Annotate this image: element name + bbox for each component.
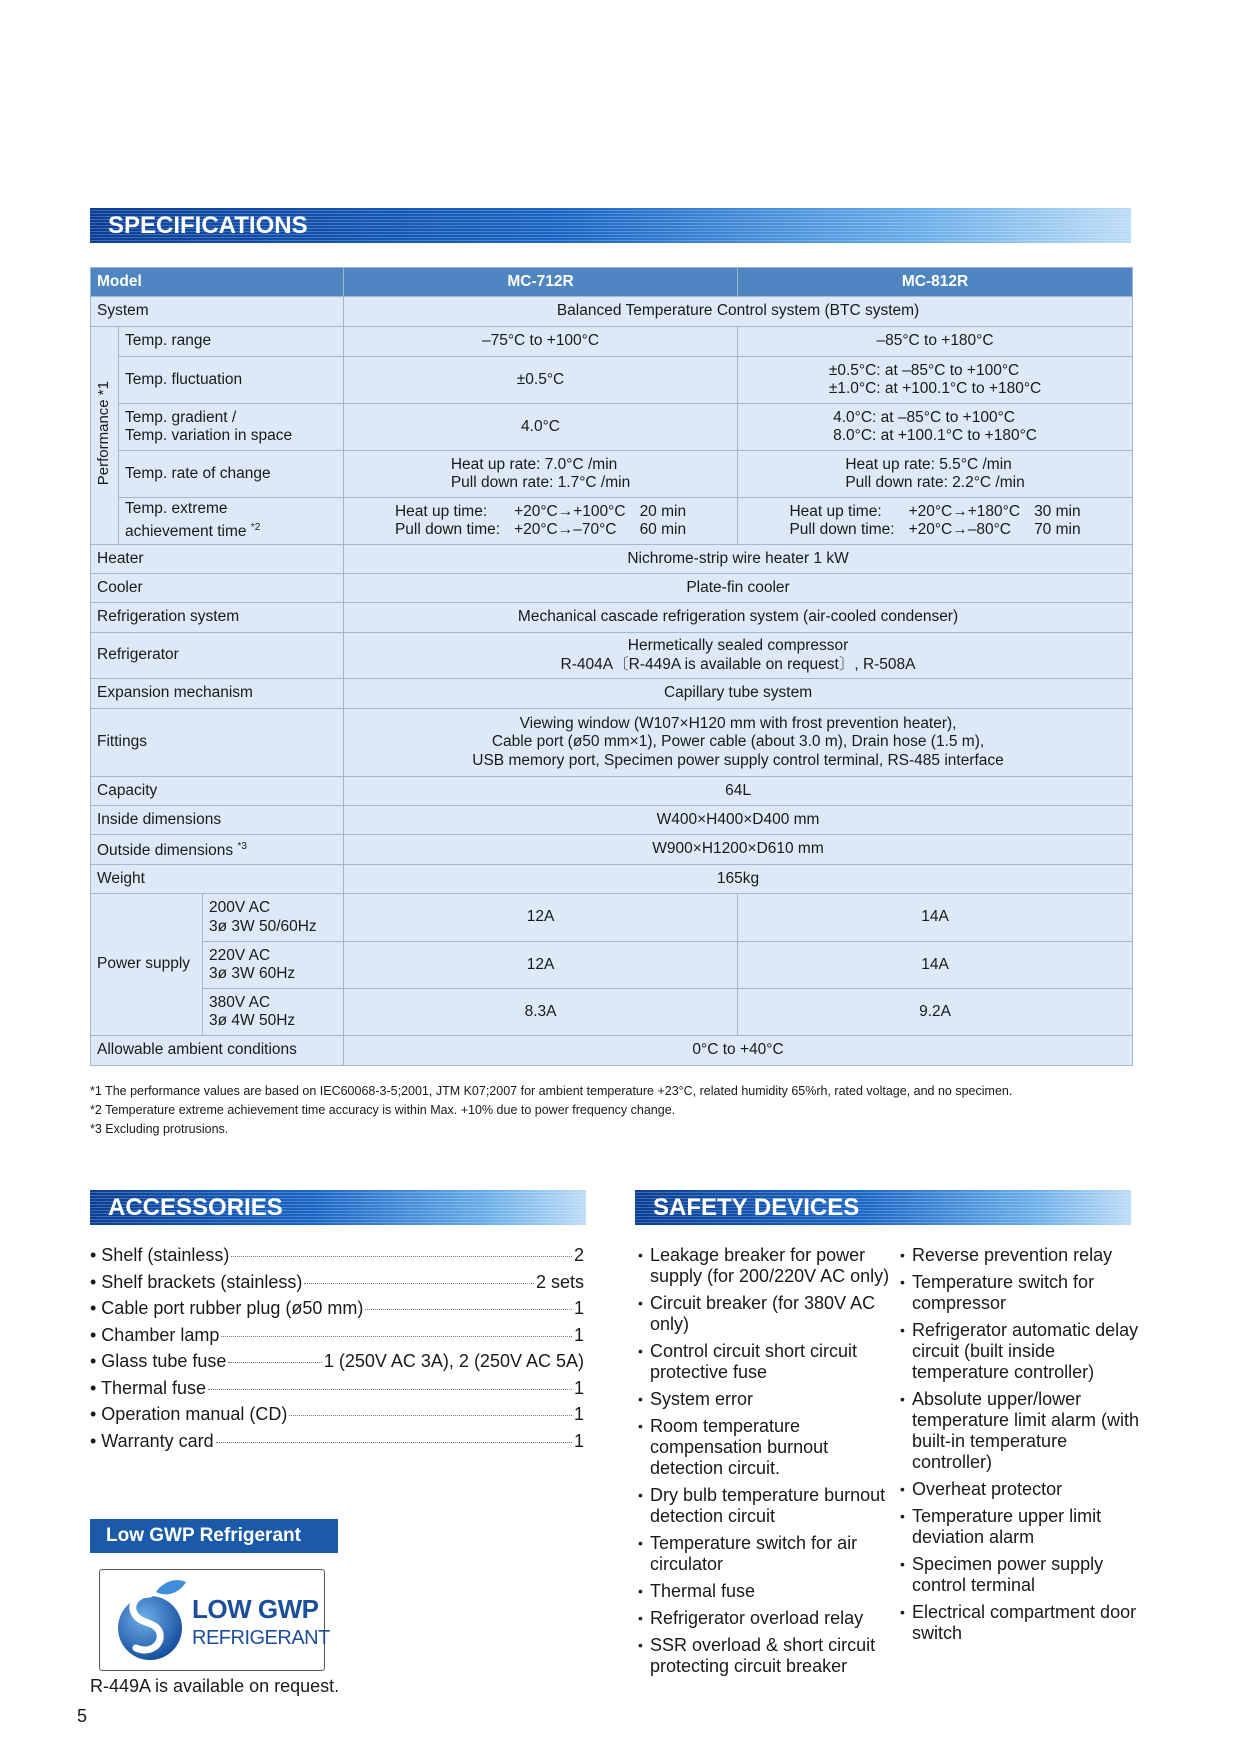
capacity-value: 64L: [344, 777, 1133, 806]
list-item: • System error: [638, 1389, 900, 1410]
table-row: [91, 942, 1133, 989]
table-row: [91, 357, 1133, 404]
list-item: • Glass tube fuse 1 (250V AC 3A), 2 (250V AC 5A): [90, 1351, 584, 1371]
list-item: • Shelf brackets (stainless) 2 sets: [90, 1271, 584, 1292]
list-item: • Specimen power supply control terminal: [900, 1554, 1140, 1596]
fluctuation-b: ±0.5°C: at –85°C to +100°C ±1.0°C: at +100.1°C to +180°C: [738, 357, 1133, 404]
gradient-label: Temp. gradient / Temp. variation in space: [119, 404, 344, 451]
safety-devices-heading: SAFETY DEVICES: [635, 1190, 1131, 1225]
logo-line2: REFRIGERANT: [192, 1627, 330, 1649]
model-mc812r: MC-812R: [738, 268, 1133, 297]
table-row: [91, 894, 1133, 942]
table-row: [91, 777, 1133, 806]
list-item: • Cable port rubber plug (ø50 mm) 1: [90, 1298, 584, 1318]
list-item: • Room temperature compensation burnout detection circuit.: [638, 1416, 900, 1479]
system-value: Balanced Temperature Control system (BTC system): [344, 297, 1133, 327]
table-row: [91, 1036, 1133, 1066]
heater-label: Heater: [91, 545, 344, 574]
list-item: • Operation manual (CD) 1: [90, 1404, 584, 1424]
rate-a: Heat up rate: 7.0°C /min Pull down rate: 1.7°C /min: [344, 451, 738, 498]
safety-devices-list-left: [638, 1245, 900, 1683]
power-voltage-380: 380V AC 3ø 4W 50Hz: [203, 989, 344, 1036]
fittings-value: Viewing window (W107×H120 mm with frost prevention heater), Cable port (ø50 mm×1), Power cable (about 3.0 m), Drain hose (1.5 m), USB memory port, Specimen power supply control terminal, RS-485 interface: [344, 709, 1133, 777]
ambient-value: 0°C to +40°C: [344, 1036, 1133, 1066]
model-mc712r: MC-712R: [344, 268, 738, 297]
list-item: • Refrigerator automatic delay circuit (built inside temperature controller): [900, 1320, 1140, 1383]
leaf-globe-icon: [106, 1572, 196, 1668]
heater-value: Nichrome-strip wire heater 1 kW: [344, 545, 1133, 574]
temp-range-a: –75°C to +100°C: [344, 327, 738, 357]
table-row: [91, 679, 1133, 709]
list-item: • Overheat protector: [900, 1479, 1140, 1500]
table-row: [91, 603, 1133, 633]
ambient-label: Allowable ambient conditions: [91, 1036, 344, 1066]
power-current-a: 12A: [344, 894, 738, 942]
temp-range-label: Temp. range: [119, 327, 344, 357]
list-item: • Reverse prevention relay: [900, 1245, 1140, 1266]
refrigerator-value: Hermetically sealed compressor R-404A〔R-449A is available on request〕, R-508A: [344, 633, 1133, 679]
list-item: • Warranty card 1: [90, 1430, 584, 1451]
refrigeration-system-value: Mechanical cascade refrigeration system (air-cooled condenser): [344, 603, 1133, 633]
expansion-value: Capillary tube system: [344, 679, 1133, 709]
extreme-label: Temp. extreme achievement time $^{*2}$: [119, 498, 344, 545]
fluctuation-a: ±0.5°C: [344, 357, 738, 404]
list-item: • Shelf (stainless) 2: [90, 1245, 584, 1265]
accessories-list: [90, 1245, 584, 1457]
cooler-label: Cooler: [91, 574, 344, 603]
table-row: [91, 633, 1133, 679]
accessories-heading: ACCESSORIES: [90, 1190, 586, 1225]
gwp-note: R-449A is available on request.: [90, 1676, 340, 1696]
footnote-1: *1 The performance values are based on IEC60068-3-5;2001, JTM K07;2007 for ambient temperature +23°C, related humidity 65%rh, rated voltage, and no specimen.: [90, 1084, 1013, 1098]
cooler-value: Plate-fin cooler: [344, 574, 1133, 603]
table-row: [91, 327, 1133, 357]
model-label: Model: [91, 268, 344, 297]
list-item: • Circuit breaker (for 380V AC only): [638, 1293, 900, 1335]
power-current-b: 14A: [738, 942, 1133, 989]
gradient-b: 4.0°C: at –85°C to +100°C 8.0°C: at +100.1°C to +180°C: [738, 404, 1133, 451]
refrigerator-label: Refrigerator: [91, 633, 344, 679]
list-item: • Refrigerator overload relay: [638, 1608, 900, 1629]
footnotes: [90, 1082, 1012, 1139]
page-number: 5: [77, 1706, 88, 1726]
list-item: • Thermal fuse 1: [90, 1377, 584, 1398]
power-supply-label: Power supply: [91, 894, 203, 1036]
footnote-3: *3 Excluding protrusions.: [90, 1122, 229, 1136]
list-item: • Temperature upper limit deviation alarm: [900, 1506, 1140, 1548]
list-item: • Dry bulb temperature burnout detection circuit: [638, 1485, 900, 1527]
fluctuation-label: Temp. fluctuation: [119, 357, 344, 404]
performance-label: Performance *1: [95, 380, 113, 485]
low-gwp-heading: Low GWP Refrigerant: [90, 1519, 338, 1553]
outside-dimensions-value: W900×H1200×D610 mm: [344, 835, 1133, 865]
specifications-table: [90, 267, 1133, 1066]
logo-line1: LOW GWP: [192, 1594, 319, 1624]
table-row: [91, 297, 1133, 327]
power-current-b: 14A: [738, 894, 1133, 942]
power-current-a: 8.3A: [344, 989, 738, 1036]
rate-b: Heat up rate: 5.5°C /min Pull down rate: 2.2°C /min: [738, 451, 1133, 498]
low-gwp-logo: [99, 1569, 330, 1671]
footnote-2: *2 Temperature extreme achievement time accuracy is within Max. +10% due to power frequency change.: [90, 1103, 676, 1117]
list-item: • Leakage breaker for power supply (for 200/220V AC only): [638, 1245, 900, 1287]
list-item: • Chamber lamp 1: [90, 1324, 584, 1345]
weight-value: 165kg: [344, 865, 1133, 894]
table-row: [91, 865, 1133, 894]
rate-label: Temp. rate of change: [119, 451, 344, 498]
table-row: [91, 574, 1133, 603]
capacity-label: Capacity: [91, 777, 344, 806]
table-row: [91, 806, 1133, 835]
table-row: [91, 498, 1133, 545]
table-header-row: [91, 268, 1133, 297]
specifications-heading: SPECIFICATIONS: [90, 208, 1131, 243]
expansion-label: Expansion mechanism: [91, 679, 344, 709]
performance-cell: [91, 327, 119, 545]
table-row: [91, 989, 1133, 1036]
extreme-a: Heat up time: +20°C→+100°C 20 min Pull down time: +20°C→–70°C 60 min: [344, 498, 738, 545]
list-item: • Electrical compartment door switch: [900, 1602, 1140, 1644]
outside-dimensions-label: Outside dimensions $^{*3}$: [91, 835, 344, 865]
list-item: • Thermal fuse: [638, 1581, 900, 1602]
power-voltage-220: 220V AC 3ø 3W 60Hz: [203, 942, 344, 989]
inside-dimensions-value: W400×H400×D400 mm: [344, 806, 1133, 835]
table-row: [91, 835, 1133, 865]
system-label: System: [91, 297, 344, 327]
list-item: • Temperature switch for air circulator: [638, 1533, 900, 1575]
list-item: • Control circuit short circuit protective fuse: [638, 1341, 900, 1383]
fittings-label: Fittings: [91, 709, 344, 777]
list-item: • SSR overload & short circuit protecting circuit breaker: [638, 1635, 900, 1677]
table-row: [91, 545, 1133, 574]
inside-dimensions-label: Inside dimensions: [91, 806, 344, 835]
list-item: • Absolute upper/lower temperature limit alarm (with built-in temperature controller): [900, 1389, 1140, 1473]
temp-range-b: –85°C to +180°C: [738, 327, 1133, 357]
weight-label: Weight: [91, 865, 344, 894]
power-voltage-200: 200V AC 3ø 3W 50/60Hz: [203, 894, 344, 942]
refrigeration-system-label: Refrigeration system: [91, 603, 344, 633]
extreme-b: Heat up time: +20°C→+180°C 30 min Pull down time: +20°C→–80°C 70 min: [738, 498, 1133, 545]
list-item: • Temperature switch for compressor: [900, 1272, 1140, 1314]
gradient-a: 4.0°C: [344, 404, 738, 451]
power-current-b: 9.2A: [738, 989, 1133, 1036]
table-row: [91, 709, 1133, 777]
safety-devices-list-right: [900, 1245, 1140, 1650]
table-row: [91, 451, 1133, 498]
power-current-a: 12A: [344, 942, 738, 989]
table-row: [91, 404, 1133, 451]
